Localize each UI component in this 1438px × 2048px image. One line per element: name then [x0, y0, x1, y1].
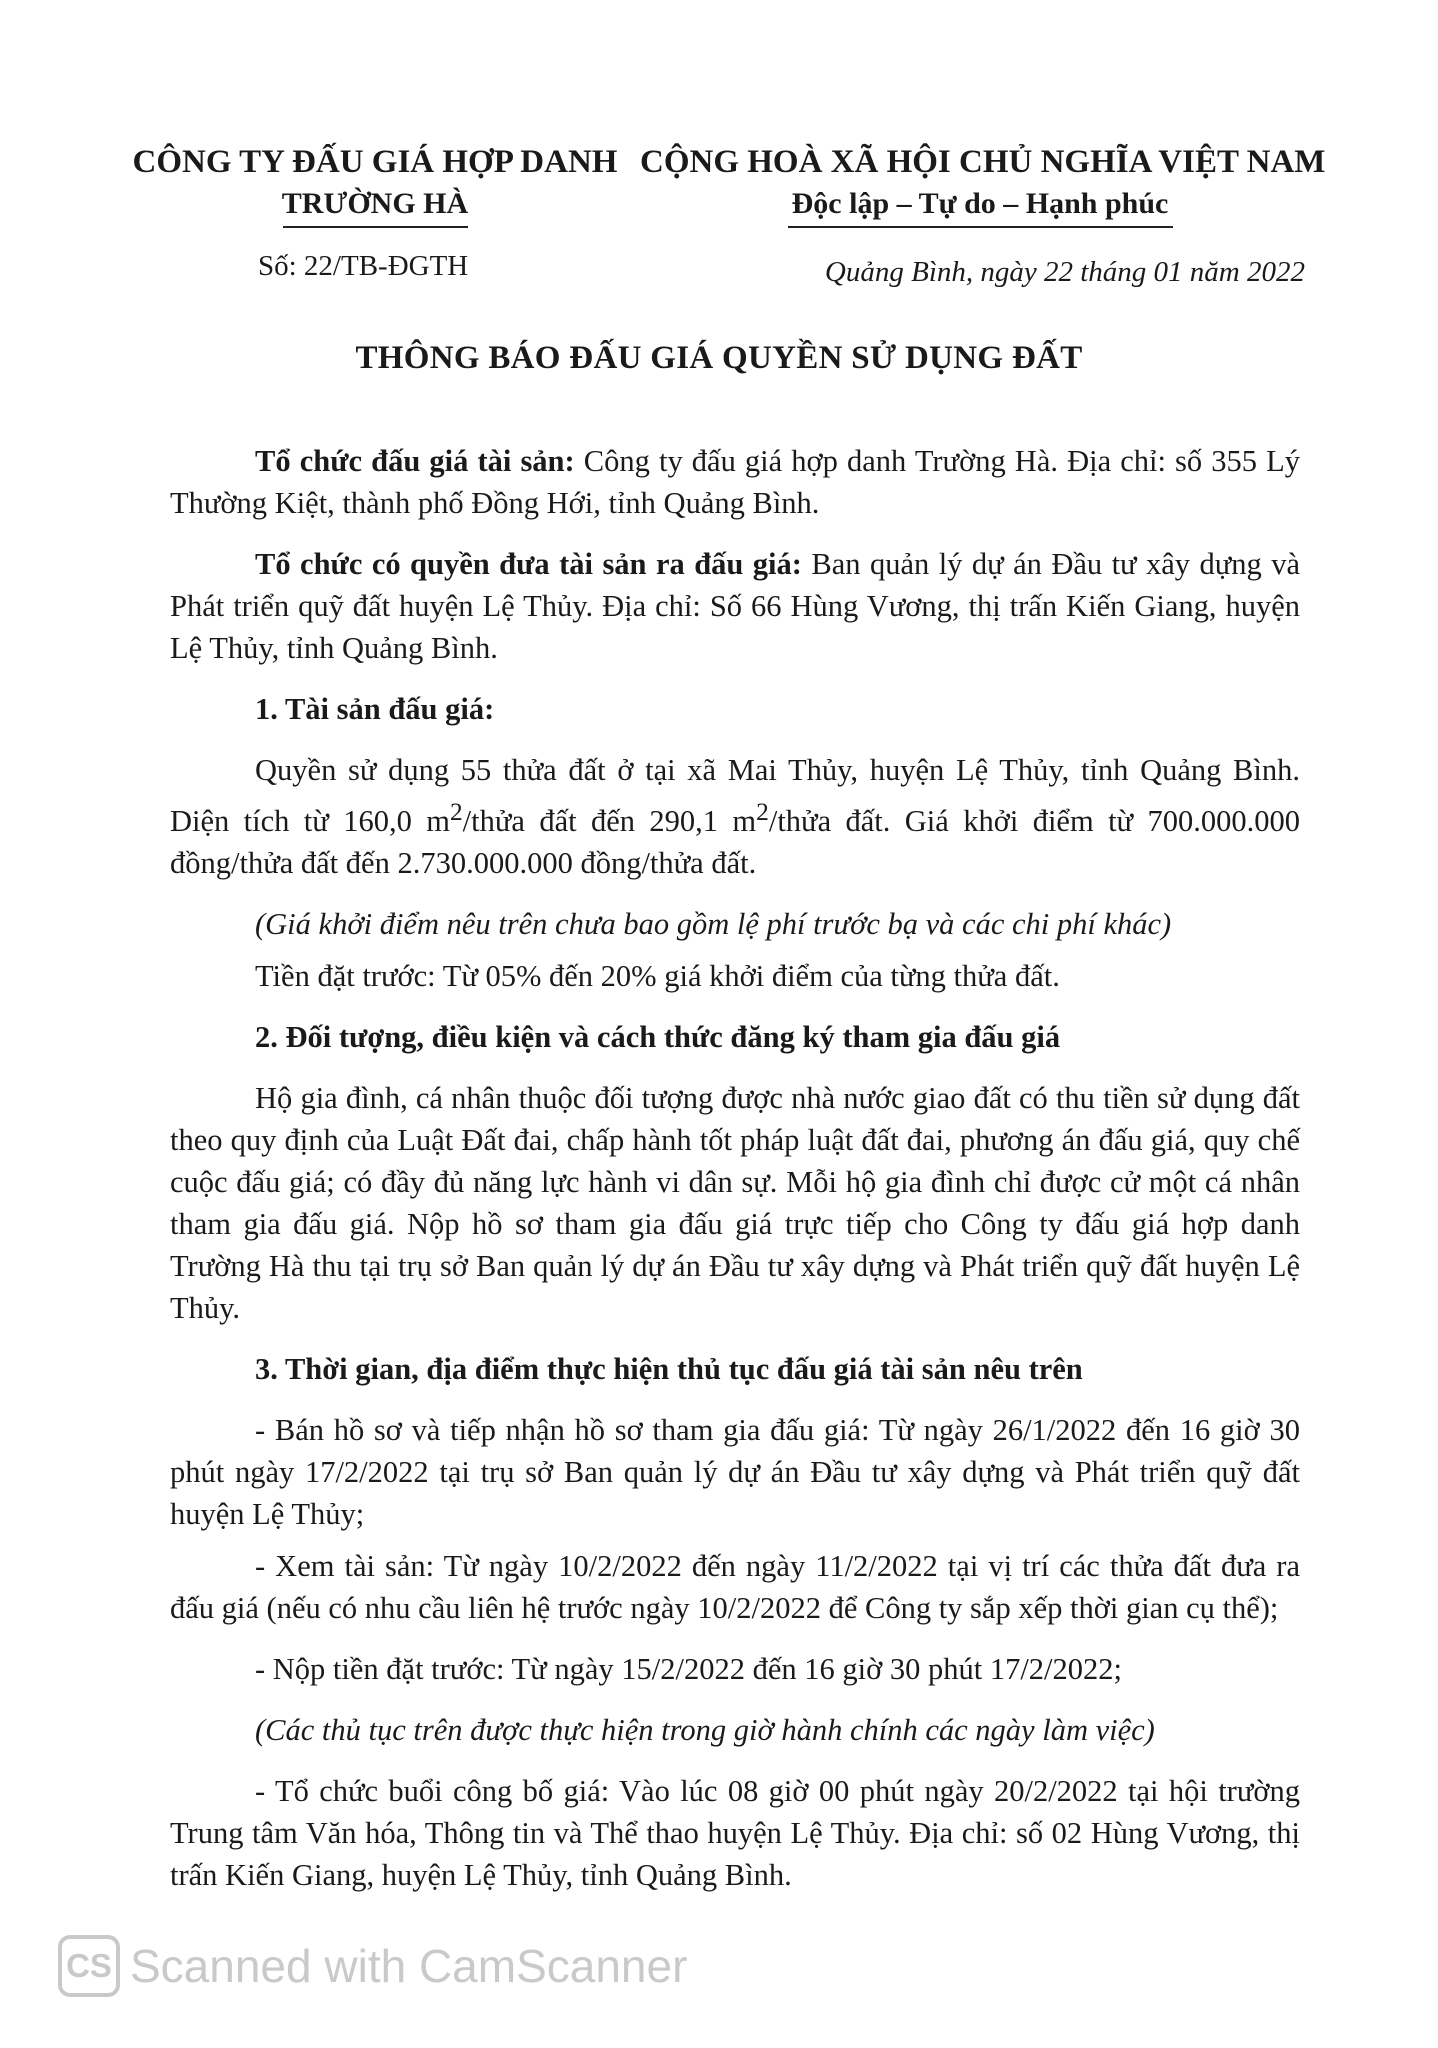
owner-org-label: Tổ chức có quyền đưa tài sản ra đấu giá:	[255, 547, 802, 581]
schedule-item-3: - Nộp tiền đặt trước: Từ ngày 15/2/2022 đến 16 giờ 30 phút 17/2/2022;	[255, 1652, 1122, 1687]
document-title: THÔNG BÁO ĐẤU GIÁ QUYỀN SỬ DỤNG ĐẤT	[355, 340, 1083, 376]
section-1-heading: 1. Tài sản đấu giá:	[255, 692, 495, 726]
asset-text-part-2: /thửa đất đến 290,1 m	[462, 804, 757, 839]
issuer-name: CÔNG TY ĐẤU GIÁ HỢP DANH	[132, 144, 618, 180]
national-header	[640, 140, 1326, 228]
document-date: Quảng Bình, ngày 22 tháng 01 năm 2022	[824, 256, 1305, 288]
auction-org-label: Tổ chức đấu giá tài sản:	[255, 444, 575, 478]
eligibility-text: Hộ gia đình, cá nhân thuộc đối tượng được nhà nước giao đất có thu tiền sử dụng đất theo quy định của Luật Đất đai, chấp hành tốt pháp luật đất đai, phương án đấu giá, quy chế cuộc đấu giá; có đầy đủ năng lực hành vi dân sự. Mỗi hộ gia đình chỉ được cử một cá nhân tham gia đấu giá. Nộp hồ sơ tham gia đấu giá trực tiếp cho Công ty đấu giá hợp danh Trường Hà thu tại trụ sở Ban quản lý dự án Đầu tư xây dựng và Phát triển quỹ đất huyện Lệ Thủy.	[170, 1081, 1300, 1326]
schedule-item-2: - Xem tài sản: Từ ngày 10/2/2022 đến ngày 11/2/2022 tại vị trí các thửa đất đưa ra đấu giá (nếu có nhu cầu liên hệ trước ngày 10/2/2022 để Công ty sắp xếp thời gian cụ thể);	[170, 1549, 1300, 1626]
issuer-underline	[283, 226, 468, 228]
asset-description	[170, 749, 1300, 884]
national-motto: Độc lập – Tự do – Hạnh phúc	[791, 187, 1169, 220]
document-number: Số: 22/TB-ĐGTH	[258, 250, 469, 282]
auction-org-paragraph	[170, 440, 1300, 524]
schedule-item-4: - Tổ chức buổi công bố giá: Vào lúc 08 giờ 00 phút ngày 20/2/2022 tại hội trường Trung tâm Văn hóa, Thông tin và Thể thao huyện Lệ Thủy. Địa chỉ: số 02 Hùng Vương, thị trấn Kiến Giang, huyện Lệ Thủy, tỉnh Quảng Bình.	[170, 1774, 1300, 1893]
auction-org-text: Công ty đấu giá hợp danh Trường Hà. Địa chỉ: số 355 Lý Thường Kiệt, thành phố Đồng Hới, tỉnh Quảng Bình.	[170, 444, 1300, 520]
area-unit-superscript-2: 2	[756, 798, 769, 826]
issuer-name-line2: TRƯỜNG HÀ	[281, 187, 469, 220]
section-3-heading: 3. Thời gian, địa điểm thực hiện thủ tục đấu giá tài sản nêu trên	[255, 1352, 1083, 1387]
schedule-note: (Các thủ tục trên được thực hiện trong giờ hành chính các ngày làm việc)	[255, 1713, 1155, 1748]
owner-org-paragraph	[170, 543, 1300, 669]
area-unit-superscript: 2	[449, 798, 463, 826]
camscanner-logo: CS	[58, 1935, 120, 1997]
owner-org-text: Ban quản lý dự án Đầu tư xây dựng và Phát triển quỹ đất huyện Lệ Thủy. Địa chỉ: Số 66 Hùng Vương, thị trấn Kiến Giang, huyện Lệ Thủy, tỉnh Quảng Bình.	[170, 547, 1301, 665]
section-2-heading: 2. Đối tượng, điều kiện và cách thức đăng ký tham gia đấu giá	[255, 1020, 1061, 1055]
scanner-watermark	[58, 1935, 687, 1997]
motto-underline	[788, 226, 1173, 228]
issuer-header	[130, 140, 620, 228]
schedule-item-1: - Bán hồ sơ và tiếp nhận hồ sơ tham gia đấu giá: Từ ngày 26/1/2022 đến 16 giờ 30 phút ngày 17/2/2022 tại trụ sở Ban quản lý dự án Đầu tư xây dựng và Phát triển quỹ đất huyện Lệ Thủy;	[170, 1413, 1300, 1532]
price-note: (Giá khởi điểm nêu trên chưa bao gồm lệ phí trước bạ và các chi phí khác)	[255, 907, 1172, 942]
deposit-text: Tiền đặt trước: Từ 05% đến 20% giá khởi điểm của từng thửa đất.	[255, 959, 1060, 994]
national-title: CỘNG HOÀ XÃ HỘI CHỦ NGHĨA VIỆT NAM	[640, 144, 1326, 180]
document-body	[170, 440, 1300, 1915]
watermark-text: Scanned with CamScanner	[130, 1940, 688, 1992]
asset-text-part-3: /thửa đất. Giá khởi điểm từ 700.000.000 đồng/thửa đất đến 2.730.000.000 đồng/thửa đất.	[170, 804, 1300, 881]
asset-text-part-1: Quyền sử dụng 55 thửa đất ở tại xã Mai Thủy, huyện Lệ Thủy, tỉnh Quảng Bình. Diện tích từ 160,0 m	[170, 753, 1300, 839]
